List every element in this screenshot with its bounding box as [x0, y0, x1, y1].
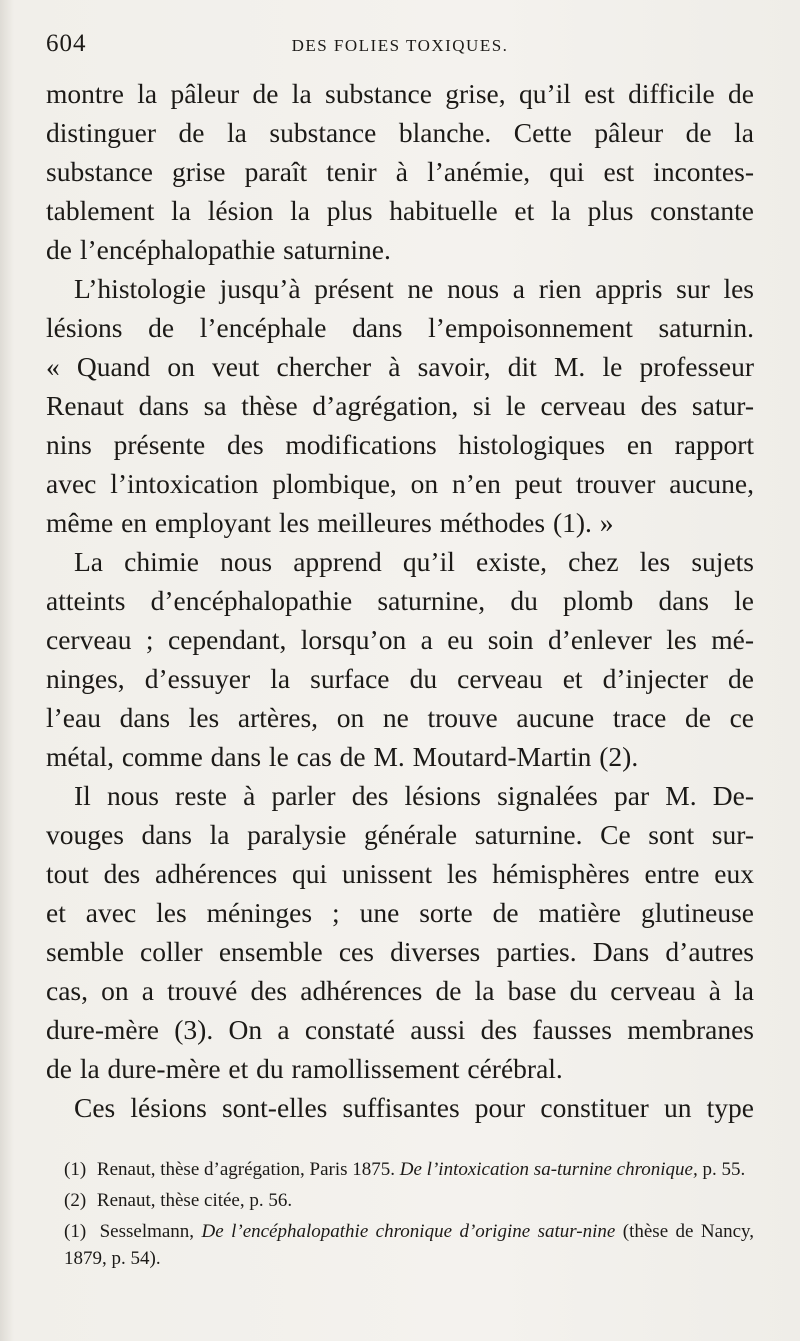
footnote-number: (1) [64, 1159, 87, 1180]
text-line: de la dure-mère et du ramollissement cérébral. [46, 1053, 563, 1084]
text-line: La chimie nous apprend qu’il existe, chez les sujets [74, 546, 754, 577]
footnote [46, 1187, 754, 1214]
running-title: DES FOLIES TOXIQUES. [291, 36, 509, 55]
footnote-number: (2) [64, 1190, 87, 1211]
text-line: tout des adhérences qui unissent les hémisphères entre eux [46, 858, 754, 889]
paragraph [46, 542, 754, 776]
page-body [46, 74, 754, 1127]
text-line: de l’encéphalopathie saturnine. [46, 234, 391, 265]
text-line: tablement la lésion la plus habituelle et la plus constante [46, 195, 754, 226]
text-line: vouges dans la paralysie générale saturnine. Ce sont sur- [46, 819, 754, 850]
paragraph [46, 74, 754, 269]
text-line: atteints d’encéphalopathie saturnine, du plomb dans le [46, 585, 754, 616]
text-line: dure-mère (3). On a constaté aussi des fausses membranes [46, 1014, 754, 1045]
text-line: Renaut dans sa thèse d’agrégation, si le cerveau des satur- [46, 390, 754, 421]
paragraph [46, 776, 754, 1088]
page-header [46, 30, 754, 66]
footnote-italic-title: De l’encéphalopathie chronique d’origine satur-nine [201, 1221, 616, 1242]
text-line: semble coller ensemble ces diverses parties. Dans d’autres [46, 936, 754, 967]
text-line: distinguer de la substance blanche. Cette pâleur de la [46, 117, 754, 148]
footnote-number: (1) [64, 1221, 87, 1242]
text-line: substance grise paraît tenir à l’anémie, qui est incontes- [46, 156, 754, 187]
text-line: métal, comme dans le cas de M. Moutard-Martin (2). [46, 741, 639, 772]
text-line: cas, on a trouvé des adhérences de la base du cerveau à la [46, 975, 754, 1006]
text-line: ninges, d’essuyer la surface du cerveau et d’injecter de [46, 663, 754, 694]
paragraph [46, 269, 754, 542]
text-line: L’histologie jusqu’à présent ne nous a rien appris sur les [74, 273, 754, 304]
text-line: Il nous reste à parler des lésions signalées par M. De- [74, 780, 754, 811]
page-number: 604 [46, 30, 87, 57]
text-line: « Quand on veut chercher à savoir, dit M. le professeur [46, 351, 754, 382]
footnote [46, 1156, 754, 1183]
text-line: montre la pâleur de la substance grise, qu’il est difficile de [46, 78, 754, 109]
text-line: lésions de l’encéphale dans l’empoisonnement saturnin. [46, 312, 754, 343]
footnote-tail: (thèse de Nancy, 1879, p. 54). [64, 1221, 755, 1269]
text-line: et avec les méninges ; une sorte de matière glutineuse [46, 897, 754, 928]
footnotes [46, 1156, 754, 1276]
footnote-text: Renaut, thèse d’agrégation, Paris 1875. [96, 1159, 396, 1180]
paragraph [46, 1088, 754, 1127]
text-line: l’eau dans les artères, on ne trouve aucune trace de ce [46, 702, 754, 733]
footnote-text: Sesselmann, [99, 1221, 195, 1242]
footnote-text: Renaut, thèse citée, p. 56. [96, 1190, 293, 1211]
text-line: cerveau ; cependant, lorsqu’on a eu soin d’enlever les mé- [46, 624, 754, 655]
footnote-italic-title: De l’intoxication sa-turnine chronique, [399, 1159, 698, 1180]
text-line: Ces lésions sont-elles suffisantes pour constituer un type [74, 1092, 754, 1123]
text-line: nins présente des modifications histologiques en rapport [46, 429, 754, 460]
footnote [46, 1218, 754, 1272]
text-line: même en employant les meilleures méthodes (1). » [46, 507, 614, 538]
text-line: avec l’intoxication plombique, on n’en peut trouver aucune, [46, 468, 754, 499]
footnote-tail: p. 55. [702, 1159, 746, 1180]
